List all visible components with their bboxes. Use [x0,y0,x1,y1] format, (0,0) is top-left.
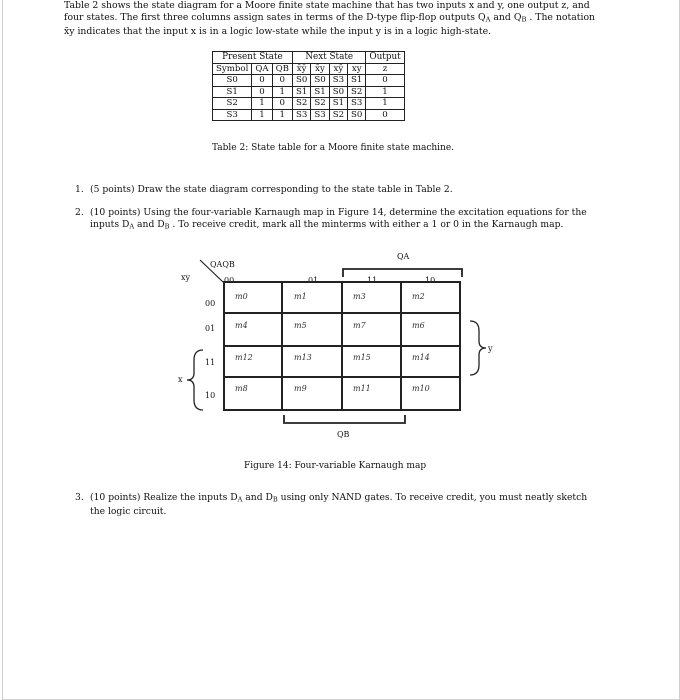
cell-next: S0 [292,75,310,87]
cell-symbol: S3 [213,109,252,121]
question-2-text: (10 points) Using the four-variable Karnaugh map in Figure 14, determine the excitation equations for the inputs $D_A$ and $D_B$ . To receive credit, mark all the minterms with either a 1 or 0 in the Karnaugh map. [90,207,587,232]
cell-symbol: S2 [213,98,252,110]
col-symbol: Symbol [213,63,252,75]
cell-qa: 1 [252,98,272,110]
cell-symbol: S0 [213,75,252,87]
question-1-number: 1. [75,184,84,195]
table-row [213,98,405,110]
kmap-col-label: 01 [308,276,319,285]
intro-line-1: Table 2 shows the state diagram for a Moore finite state machine that has two inputs x and y, one output z, and [64,0,590,11]
kmap-row-label: 11 [205,358,216,367]
question-3-text: (10 points) Realize the inputs $D_A$ and $D_B$ using only NAND gates. To receive credit, you must neatly sketch the logic circuit. [90,492,588,518]
cell-output: 0 [366,75,404,87]
kmap-row-label: 00 [205,299,216,308]
col-xy: xy [348,63,366,75]
x-label: x [178,375,183,384]
cell-output: 1 [366,86,404,98]
kmap-grid [223,281,461,411]
output-header: Output [366,52,404,64]
table-caption: Table 2: State table for a Moore finite state machine. [212,143,455,153]
question-2 [76,207,616,233]
question-1-text: (5 points) Draw the state diagram corresponding to the state table in Table 2. [90,184,453,195]
cell-next: S3 [292,109,310,121]
kmap-cell: m13 [294,353,312,362]
kmap-corner-left-label: xy [181,273,191,282]
y-label: y [488,344,493,353]
present-state-header: Present State [213,52,293,64]
intro-paragraph [64,0,618,39]
cell-qb: 1 [272,86,292,98]
intro-line-3: x̄y indicates that the input x is in a logic low-state while the input y is in a logic high-state. [64,26,492,38]
qb-bracket [281,414,409,426]
kmap-cell: m12 [235,353,253,362]
kmap-cell: m14 [412,353,430,362]
table-row [213,109,405,121]
cell-next: S2 [311,98,329,110]
kmap-cell: m1 [294,292,307,301]
col-xbar-ybar: x̄ȳ [292,63,310,75]
col-qa: QA [252,63,272,75]
kmap-cell: m5 [294,321,307,330]
cell-qb: 1 [272,109,292,121]
cell-next: S3 [348,98,366,110]
state-table [212,51,405,121]
cell-next: S3 [329,75,347,87]
next-state-header: Next State [292,52,365,64]
kmap-col-label: 11 [367,276,378,285]
cell-next: S1 [348,75,366,87]
figure-caption: Figure 14: Four-variable Karnaugh map [244,461,427,471]
cell-next: S0 [348,109,366,121]
kmap-cell: m11 [353,384,371,393]
kmap-cell: m0 [235,292,248,301]
cell-qa: 0 [252,86,272,98]
table-row [213,75,405,87]
cell-next: S3 [311,109,329,121]
col-x-ybar: xȳ [329,63,347,75]
kmap-cell: m6 [412,321,425,330]
col-z: z [366,63,404,75]
cell-next: S2 [329,109,347,121]
kmap-row-label: 10 [205,391,216,400]
cell-next: S0 [329,86,347,98]
qa-label: QA [397,252,410,261]
cell-output: 1 [366,98,404,110]
cell-next: S2 [348,86,366,98]
cell-qb: 0 [272,98,292,110]
col-xbar-y: x̄y [311,63,329,75]
question-2-number: 2. [75,207,84,218]
cell-symbol: S1 [213,86,252,98]
cell-next: S1 [329,98,347,110]
cell-next: S1 [311,86,329,98]
x-brace [186,348,206,412]
col-qb: QB [272,63,292,75]
cell-output: 0 [366,109,404,121]
kmap-cell: m9 [294,384,307,393]
cell-next: S2 [292,98,310,110]
intro-line-2: four states. The first three columns assign sates in terms of the D-type flip-flop outputs $Q_A$ and $Q_B$ . The notation [64,12,596,25]
kmap-col-label: 00 [224,276,235,285]
qb-label: QB [337,430,350,439]
kmap-cell: m4 [235,321,248,330]
kmap-cell: m8 [235,384,248,393]
kmap-cell: m10 [412,384,430,393]
qa-bracket [340,266,466,278]
cell-next: S0 [311,75,329,87]
kmap-corner-top-label: QAQB [210,260,235,269]
table-row [213,86,405,98]
cell-next: S1 [292,86,310,98]
kmap-row-label: 01 [205,324,216,333]
cell-qa: 1 [252,109,272,121]
kmap-cell: m3 [353,292,366,301]
y-brace [467,319,489,377]
kmap-col-label: 10 [425,276,436,285]
kmap-cell: m2 [412,292,425,301]
cell-qb: 0 [272,75,292,87]
cell-qa: 0 [252,75,272,87]
kmap-cell: m15 [353,353,371,362]
question-1 [76,184,616,196]
kmap-cell: m7 [353,321,366,330]
question-3 [76,492,616,518]
question-3-number: 3. [75,492,84,503]
